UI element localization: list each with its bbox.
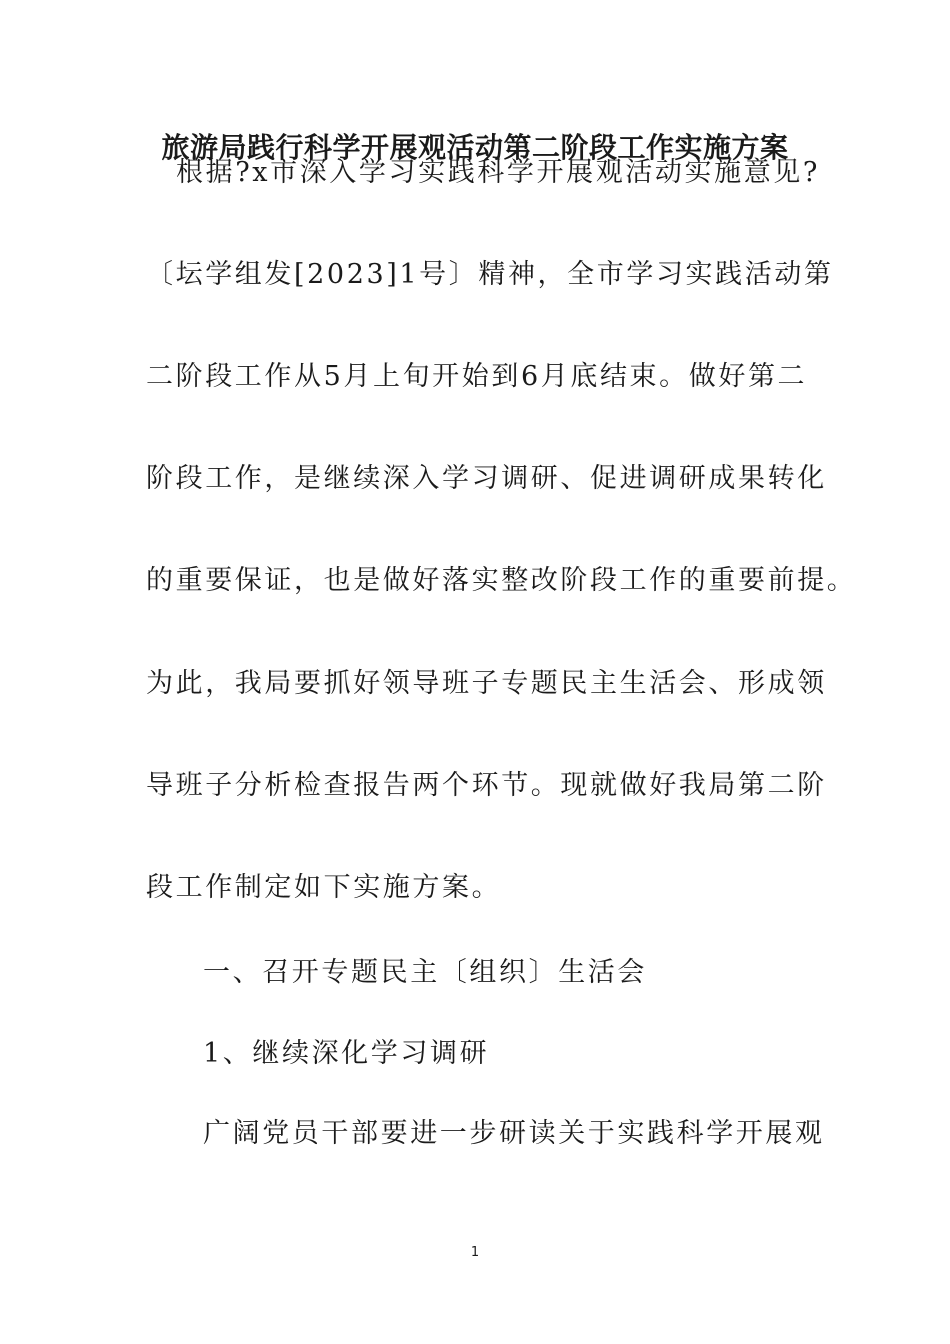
paragraph-line: 广阔党员干部要进一步研读关于实践科学开展观 xyxy=(203,1118,825,1149)
paragraph-line: 段工作制定如下实施方案。 xyxy=(146,872,502,903)
paragraph-line: 二阶段工作从5月上旬开始到6月底结束。做好第二 xyxy=(146,361,808,392)
paragraph-line: 〔坛学组发[2023]1号〕精神，全市学习实践活动第 xyxy=(146,259,834,290)
document-title: 旅游局践行科学开展观活动第二阶段工作实施方案 xyxy=(161,131,789,164)
paragraph-line: 导班子分析检查报告两个环节。现就做好我局第二阶 xyxy=(146,770,827,801)
section-heading: 一、召开专题民主〔组织〕生活会 xyxy=(203,957,647,988)
subsection-heading: 1、继续深化学习调研 xyxy=(203,1038,490,1069)
paragraph-line: 根据?x市深入学习实践科学开展观活动实施意见? xyxy=(176,157,820,188)
paragraph-line: 阶段工作，是继续深入学习调研、促进调研成果转化 xyxy=(146,463,827,494)
paragraph-line: 的重要保证，也是做好落实整改阶段工作的重要前提。 xyxy=(146,565,857,596)
page-number: 1 xyxy=(470,1245,480,1260)
paragraph-line: 为此，我局要抓好领导班子专题民主生活会、形成领 xyxy=(146,668,827,699)
